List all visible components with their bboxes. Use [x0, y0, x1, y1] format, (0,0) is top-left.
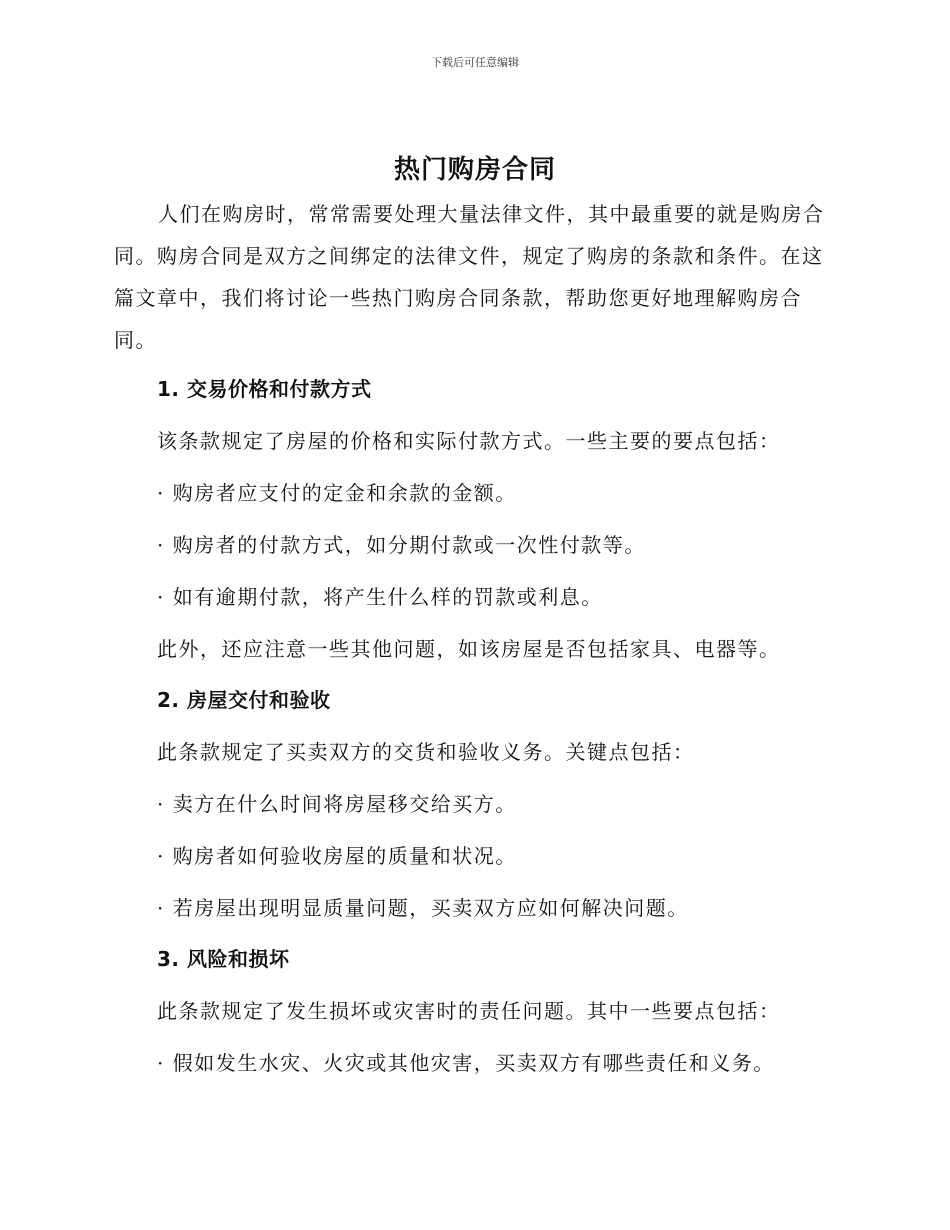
section-2-bullet-3: · 若房屋出现明显质量问题，买卖双方应如何解决问题。	[157, 896, 689, 920]
page-title: 热门购房合同	[393, 155, 556, 185]
section-1-bullet-3: · 如有逾期付款，将产生什么样的罚款或利息。	[157, 585, 603, 609]
section-1-note: 此外，还应注意一些其他问题，如该房屋是否包括家具、电器等。	[157, 637, 781, 661]
section-2-bullet-1: · 卖方在什么时间将房屋移交给买方。	[157, 792, 517, 816]
section-1-heading: 1. 交易价格和付款方式	[157, 377, 372, 401]
section-2-lead: 此条款规定了买卖双方的交货和验收义务。关键点包括：	[157, 740, 695, 764]
section-2-bullet-2: · 购房者如何验收房屋的质量和状况。	[157, 844, 517, 868]
section-1-lead: 该条款规定了房屋的价格和实际付款方式。一些主要的要点包括：	[157, 429, 781, 453]
intro-paragraph: 人们在购房时，常常需要处理大量法律文件，其中最重要的就是购房合同。购房合同是双方之间绑定的法律文件，规定了购房的条款和条件。在这篇文章中，我们将讨论一些热门购房合同条款，帮助您更好地理解购房合同。	[114, 202, 825, 352]
section-3-lead: 此条款规定了发生损坏或灾害时的责任问题。其中一些要点包括：	[157, 999, 781, 1023]
section-1-bullet-1: · 购房者应支付的定金和余款的金额。	[157, 481, 517, 505]
header-note: 下载后可任意编辑	[431, 56, 519, 69]
section-3-bullet-1: · 假如发生水灾、火灾或其他灾害，买卖双方有哪些责任和义务。	[157, 1051, 775, 1075]
section-2-heading: 2. 房屋交付和验收	[157, 688, 331, 712]
section-1-bullet-2: · 购房者的付款方式，如分期付款或一次性付款等。	[157, 533, 646, 557]
section-3-heading: 3. 风险和损坏	[157, 947, 290, 971]
